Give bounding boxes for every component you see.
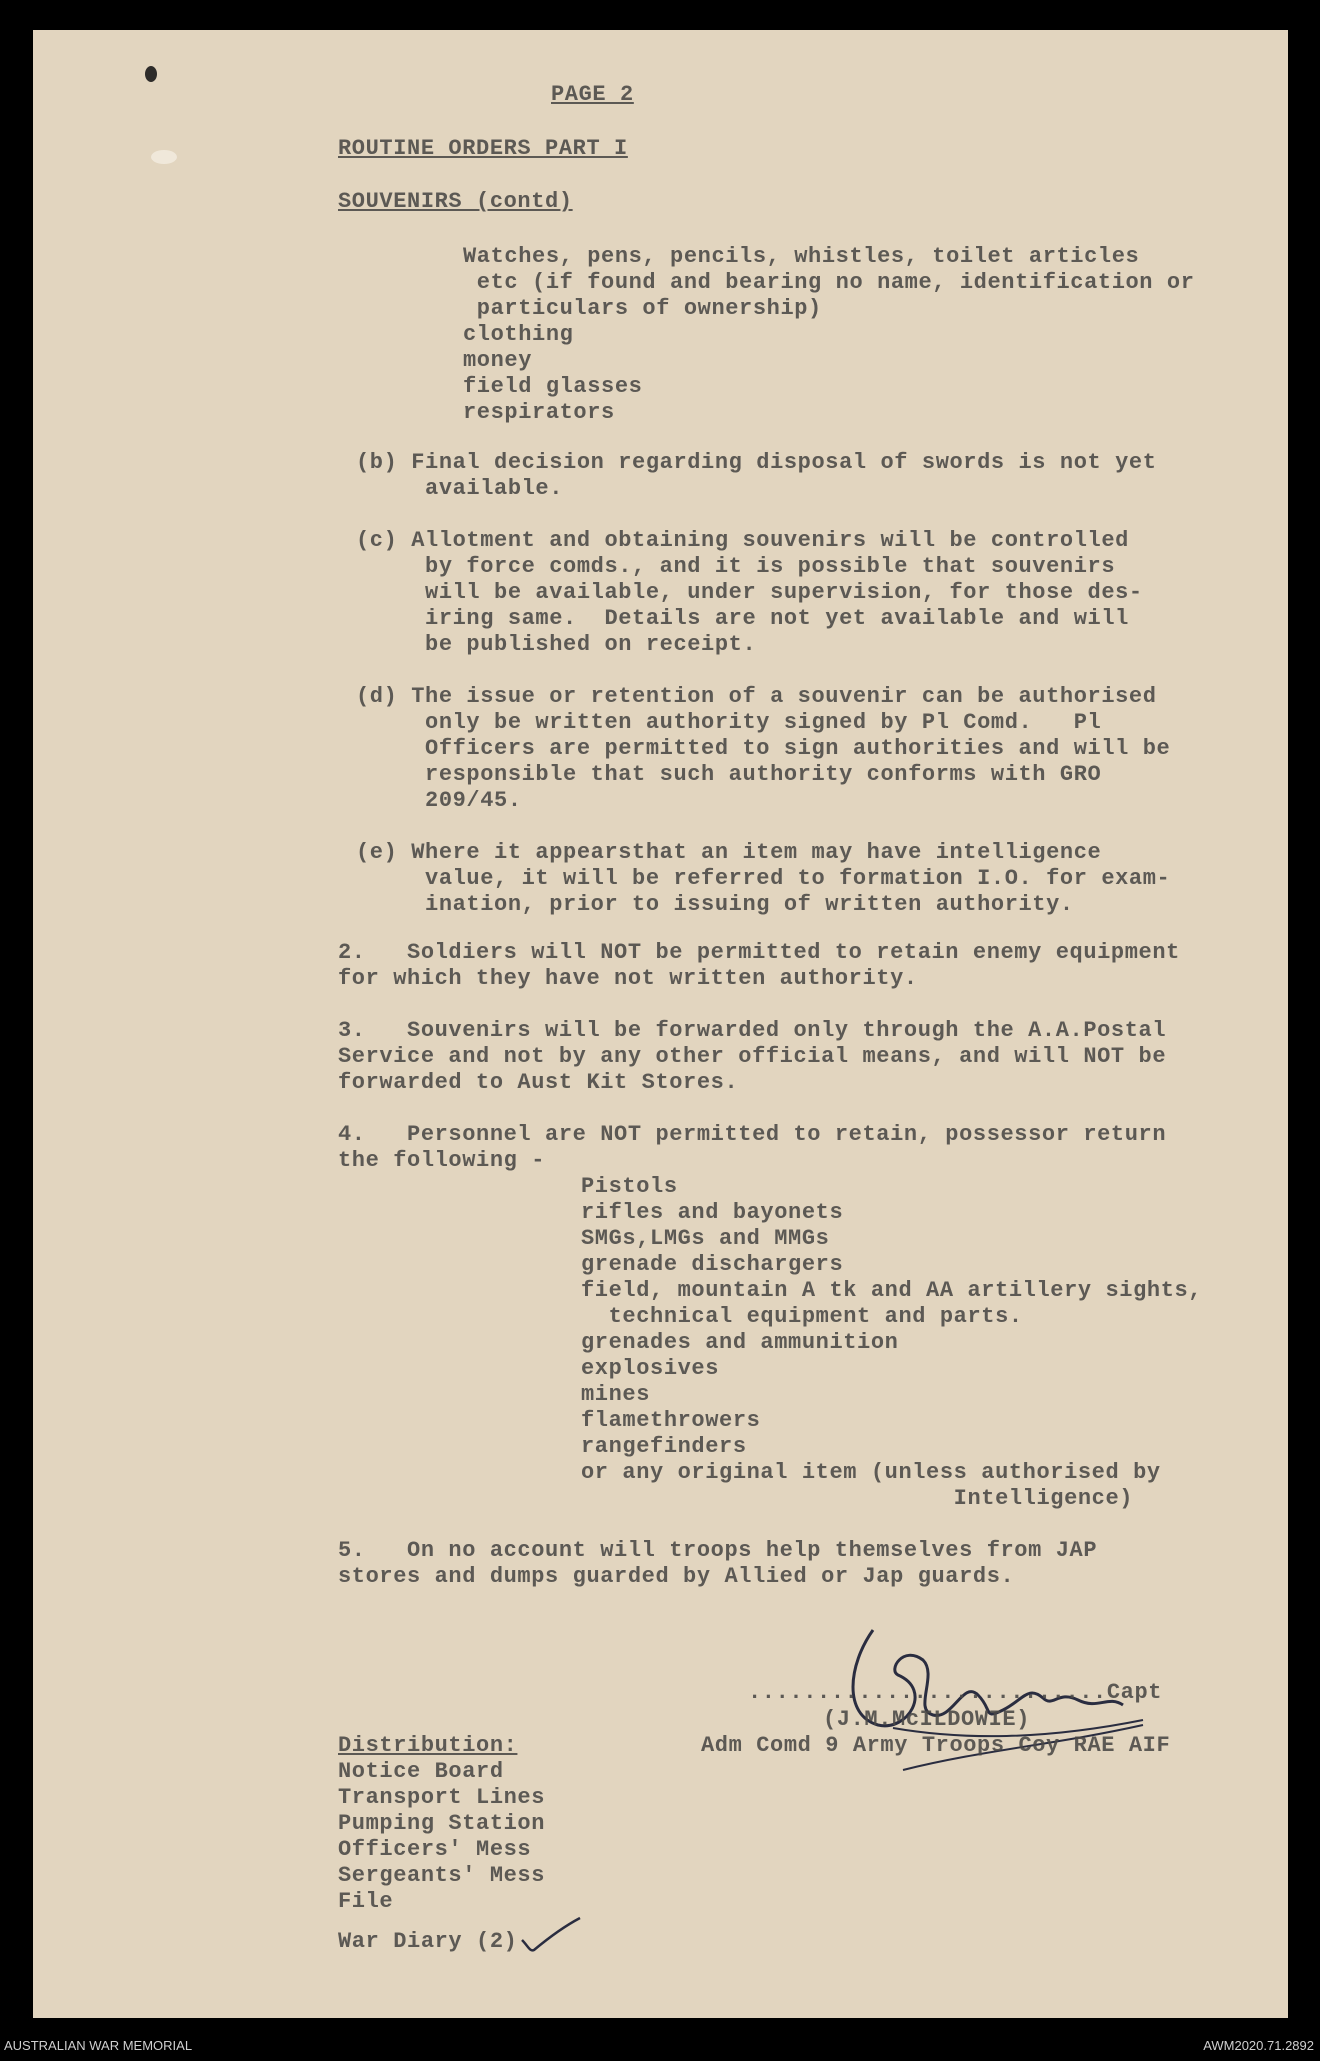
list-item: money [463, 348, 533, 373]
list-item: File [338, 1889, 394, 1914]
ink-blot [145, 66, 157, 82]
list-item: Intelligence) [581, 1486, 1134, 1511]
archive-credit: AUSTRALIAN WAR MEMORIAL [4, 2038, 193, 2053]
paragraph-line: responsible that such authority conforms with GRO [356, 762, 1102, 787]
list-item: Notice Board [338, 1759, 504, 1784]
paragraph-line: ination, prior to issuing of written authority. [356, 892, 1074, 917]
list-item: rangefinders [581, 1434, 747, 1459]
subsection-title: SOUVENIRS (contd) [338, 189, 573, 214]
paragraph-line: (d) The issue or retention of a souvenir can be authorised [356, 684, 1157, 709]
paragraph-line: for which they have not written authority. [338, 966, 918, 991]
paragraph-line: (c) Allotment and obtaining souvenirs will be controlled [356, 528, 1129, 553]
list-item: field glasses [463, 374, 643, 399]
paragraph-line: 3. Souvenirs will be forwarded only through the A.A.Postal [338, 1018, 1167, 1043]
signature-line: ..........................Capt [748, 1680, 1163, 1705]
list-item: Pistols [581, 1174, 678, 1199]
paragraph-line: 5. On no account will troops help themselves from JAP [338, 1538, 1098, 1563]
paragraph-line: available. [356, 476, 564, 501]
paragraph-line: forwarded to Aust Kit Stores. [338, 1070, 739, 1095]
document-sheet [33, 30, 1288, 2018]
list-item: etc (if found and bearing no name, identification or [463, 270, 1195, 295]
paragraph-line: (b) Final decision regarding disposal of swords is not yet [356, 450, 1157, 475]
paragraph-line: the following - [338, 1148, 546, 1173]
paragraph-line: Officers are permitted to sign authorities and will be [356, 736, 1171, 761]
paragraph-line: 2. Soldiers will NOT be permitted to retain enemy equipment [338, 940, 1180, 965]
list-item: Pumping Station [338, 1811, 546, 1836]
list-item: SMGs,LMGs and MMGs [581, 1226, 830, 1251]
list-item: War Diary (2) [338, 1929, 518, 1954]
list-item: grenades and ammunition [581, 1330, 899, 1355]
paragraph-line: only be written authority signed by Pl Comd. Pl [356, 710, 1102, 735]
paragraph-line: stores and dumps guarded by Allied or Jap guards. [338, 1564, 1015, 1589]
list-item: Sergeants' Mess [338, 1863, 546, 1888]
list-item: particulars of ownership) [463, 296, 822, 321]
list-item: field, mountain A tk and AA artillery sights, [581, 1278, 1203, 1303]
paragraph-line: 4. Personnel are NOT permitted to retain, possessor return [338, 1122, 1167, 1147]
paragraph-line: will be available, under supervision, for those des- [356, 580, 1143, 605]
paragraph-line: by force comds., and it is possible that souvenirs [356, 554, 1116, 579]
signatory-name: (J.M.McILDOWIE) [823, 1707, 1031, 1732]
list-item: respirators [463, 400, 615, 425]
list-item: or any original item (unless authorised by [581, 1460, 1161, 1485]
section-title: ROUTINE ORDERS PART I [338, 136, 628, 161]
list-item: Officers' Mess [338, 1837, 532, 1862]
list-item: flamethrowers [581, 1408, 761, 1433]
checkmark-icon [516, 1910, 586, 1960]
paragraph-line: (e) Where it appearsthat an item may have intelligence [356, 840, 1102, 865]
signatory-role: Adm Comd 9 Army Troops Coy RAE AIF [701, 1733, 1171, 1758]
list-item: clothing [463, 322, 574, 347]
list-item: rifles and bayonets [581, 1200, 844, 1225]
list-item: technical equipment and parts. [581, 1304, 1023, 1329]
archive-reference: AWM2020.71.2892 [1203, 2038, 1314, 2053]
page-heading: PAGE 2 [551, 82, 634, 107]
paragraph-line: Service and not by any other official means, and will NOT be [338, 1044, 1167, 1069]
paragraph-line: iring same. Details are not yet available and will [356, 606, 1129, 631]
paragraph-line: 209/45. [356, 788, 522, 813]
list-item: Transport Lines [338, 1785, 546, 1810]
paragraph-line: be published on receipt. [356, 632, 757, 657]
paper-mark [151, 150, 177, 164]
list-item: explosives [581, 1356, 720, 1381]
list-item: Watches, pens, pencils, whistles, toilet articles [463, 244, 1140, 269]
paragraph-line: value, it will be referred to formation I.O. for exam- [356, 866, 1171, 891]
list-item: mines [581, 1382, 651, 1407]
list-item: grenade dischargers [581, 1252, 844, 1277]
distribution-heading: Distribution: [338, 1733, 518, 1758]
